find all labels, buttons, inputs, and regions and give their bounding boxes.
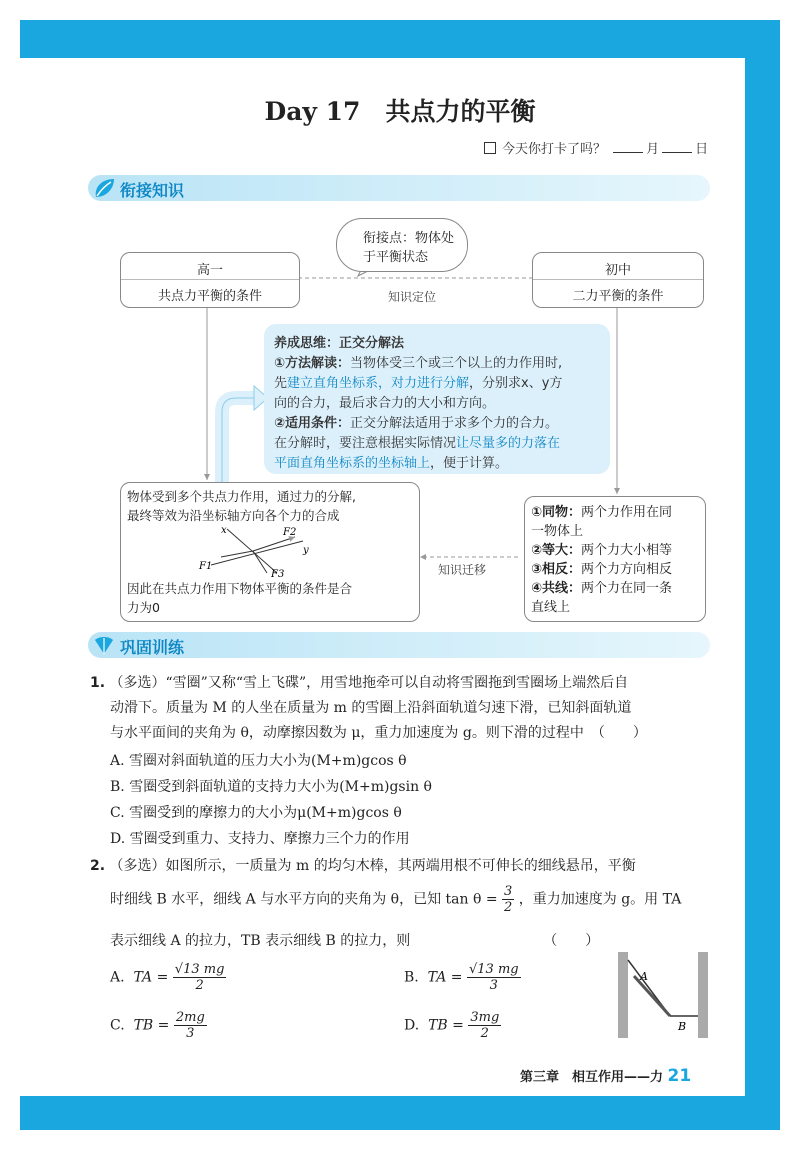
checkin-text: 今天你打卡了吗？: [502, 142, 607, 157]
right-box-line1-label: ①同物：: [531, 505, 582, 520]
q2-option-d-num: 3mg: [470, 1010, 500, 1025]
q2-option-d-den: 2: [480, 1026, 489, 1041]
q2-tan-fraction: [502, 884, 514, 915]
q2-frac-den: 2: [504, 900, 513, 915]
right-box-line2-text: 一物体上: [531, 524, 584, 539]
q2-option-b[interactable]: [404, 962, 521, 993]
right-box-line5-text: 两个力在同一条: [581, 581, 673, 596]
method-line4-text: 正交分解法适用于求多个力的合力。: [350, 416, 559, 431]
q2-option-c-label: C.: [110, 1017, 125, 1034]
q2-line2-b: ，重力加速度为 g。用 TA: [518, 891, 682, 908]
f3-label: F3: [271, 569, 285, 579]
q1-option-a[interactable]: A. 雪圈对斜面轨道的压力大小为(M+m)gcos θ: [110, 753, 407, 769]
method-line2-b: ，分别求x、y方: [469, 376, 563, 391]
page-footer: [520, 1066, 691, 1086]
q2-option-d-label: D.: [404, 1017, 420, 1034]
right-box-line3-text: 两个力大小相等: [581, 543, 673, 558]
highschool-sub: 共点力平衡的条件: [157, 289, 262, 304]
method-line2-highlight: 建立直角坐标系，对力进行分解: [287, 376, 470, 391]
method-line1-label: ①方法解读：: [274, 356, 351, 371]
method-line5-highlight: 让尽量多的力落在: [456, 436, 561, 451]
section-bridge-label: 衔接知识: [120, 181, 185, 200]
q2-line3: 表示细线 A 的拉力，TB 表示细线 B 的拉力，则 （ ）: [110, 933, 600, 949]
right-box-line4-text: 两个力方向相反: [581, 562, 673, 577]
section-practice-header: [88, 632, 710, 658]
method-line2-a: 先: [274, 376, 288, 391]
figure-label-b: B: [678, 1020, 687, 1033]
method-line5-a: 在分解时，要注意根据实际情况: [274, 436, 457, 451]
month-label: 月: [646, 142, 660, 157]
hanging-rod-figure: [614, 950, 714, 1040]
method-bubble: [264, 324, 610, 474]
q1-option-c[interactable]: C. 雪圈受到的摩擦力的大小为μ(M+m)gcos θ: [110, 805, 402, 821]
q1-option-d[interactable]: D. 雪圈受到重力、支持力、摩擦力三个力的作用: [110, 831, 410, 847]
q2-option-b-lhs: TA =: [427, 969, 463, 986]
footer-chapter: 第三章 相互作用——力: [520, 1070, 664, 1085]
q1-line2: 动滑下。质量为 M 的人坐在质量为 m 的雪圈上沿斜面轨道匀速下滑，已知斜面轨道: [110, 700, 632, 716]
q1-line3: 与水平面间的夹角为 θ，动摩擦因数为 μ，重力加速度为 g。则下滑的过程中 （ ）: [110, 725, 647, 741]
q2-option-b-den: 3: [489, 978, 498, 993]
section-practice-label: 巩固训练: [120, 638, 185, 657]
q2-option-c-lhs: TB =: [133, 1017, 170, 1034]
ginkgo-leaf-icon: [92, 634, 116, 656]
middleschool-sub: 二力平衡的条件: [572, 289, 664, 304]
bridge-point-line1: 衔接点：物体处: [363, 231, 455, 246]
q2-option-a-num: √13 mg: [174, 962, 225, 977]
left-box-line2: 最终等效为沿坐标轴方向各个力的合成: [127, 508, 340, 523]
q2-option-a-label: A.: [110, 969, 125, 986]
right-box-line4-label: ③相反：: [531, 562, 582, 577]
right-box-line6-text: 直线上: [531, 600, 571, 615]
q2-option-a[interactable]: [110, 962, 226, 993]
y-axis-label: y: [303, 545, 309, 556]
right-box-line1-text: 两个力作用在同: [581, 505, 673, 520]
page-title: Day 17 共点力的平衡: [264, 97, 536, 126]
q2-frac-num: 3: [504, 884, 513, 899]
figure-label-a: A: [640, 970, 648, 983]
f2-label: F2: [283, 527, 297, 538]
q2-option-c[interactable]: [110, 1010, 207, 1041]
method-title: 养成思维：正交分解法: [274, 336, 405, 351]
day-label: 日: [695, 142, 709, 157]
x-axis-label: x: [221, 525, 227, 536]
method-line6-highlight: 平面直角坐标系的坐标轴上: [274, 456, 431, 471]
method-line1-text: 当物体受三个或三个以上的力作用时,: [350, 356, 563, 371]
q2-option-a-den: 2: [195, 978, 204, 993]
method-line4-label: ②适用条件：: [274, 416, 351, 431]
right-box-line5-label: ④共线：: [531, 581, 582, 596]
q2-line2-a: 时细线 B 水平，细线 A 与水平方向的夹角为 θ，已知 tan θ =: [110, 891, 498, 908]
q2-line1: （多选）如图所示，一质量为 m 的均匀木棒，其两端用根不可伸长的细线悬吊，平衡: [109, 858, 636, 874]
left-box-line4: 力为0: [127, 600, 160, 615]
highschool-box: [120, 252, 300, 308]
middleschool-head: 初中: [604, 263, 631, 278]
q2-option-b-num: √13 mg: [468, 962, 519, 977]
q1-option-b[interactable]: B. 雪圈受到斜面轨道的支持力大小为(M+m)gsin θ: [110, 779, 432, 795]
q2-option-c-den: 3: [186, 1026, 195, 1041]
bridge-point-bubble: [336, 218, 468, 272]
method-line3: 向的合力，最后求合力的大小和方向。: [274, 396, 496, 411]
right-box-line3-label: ②等大：: [531, 543, 582, 558]
q2-option-b-label: B.: [404, 969, 419, 986]
middleschool-detail-box: [524, 496, 706, 622]
method-line6-b: ，便于计算。: [430, 456, 509, 471]
highschool-detail-box: [120, 482, 420, 622]
q2-option-d-lhs: TB =: [428, 1017, 464, 1034]
left-box-line1: 物体受到多个共点力作用，通过力的分解,: [127, 489, 356, 504]
f1-label: F1: [199, 561, 213, 572]
force-decomposition-figure: [191, 523, 311, 579]
middleschool-box: [532, 252, 704, 308]
q2-option-d[interactable]: [404, 1010, 501, 1041]
highschool-head: 高一: [196, 263, 223, 278]
page-number: 21: [667, 1066, 692, 1086]
left-box-line3: 因此在共点力作用下物体平衡的条件是合: [127, 581, 353, 596]
link-label-bottom: 知识迁移: [438, 563, 487, 577]
q1-line1: （多选）“雪圈”又称“雪上飞碟”，用雪地拖牵可以自动将雪圈拖到雪圈场上端然后自: [109, 675, 629, 691]
bridge-point-line2: 于平衡状态: [363, 250, 429, 265]
q2-number: 2.: [90, 858, 106, 874]
link-label-top: 知识定位: [388, 290, 437, 304]
q1-number: 1.: [90, 675, 106, 691]
q2-option-a-lhs: TA =: [133, 969, 169, 986]
q2-option-c-num: 2mg: [175, 1010, 205, 1025]
